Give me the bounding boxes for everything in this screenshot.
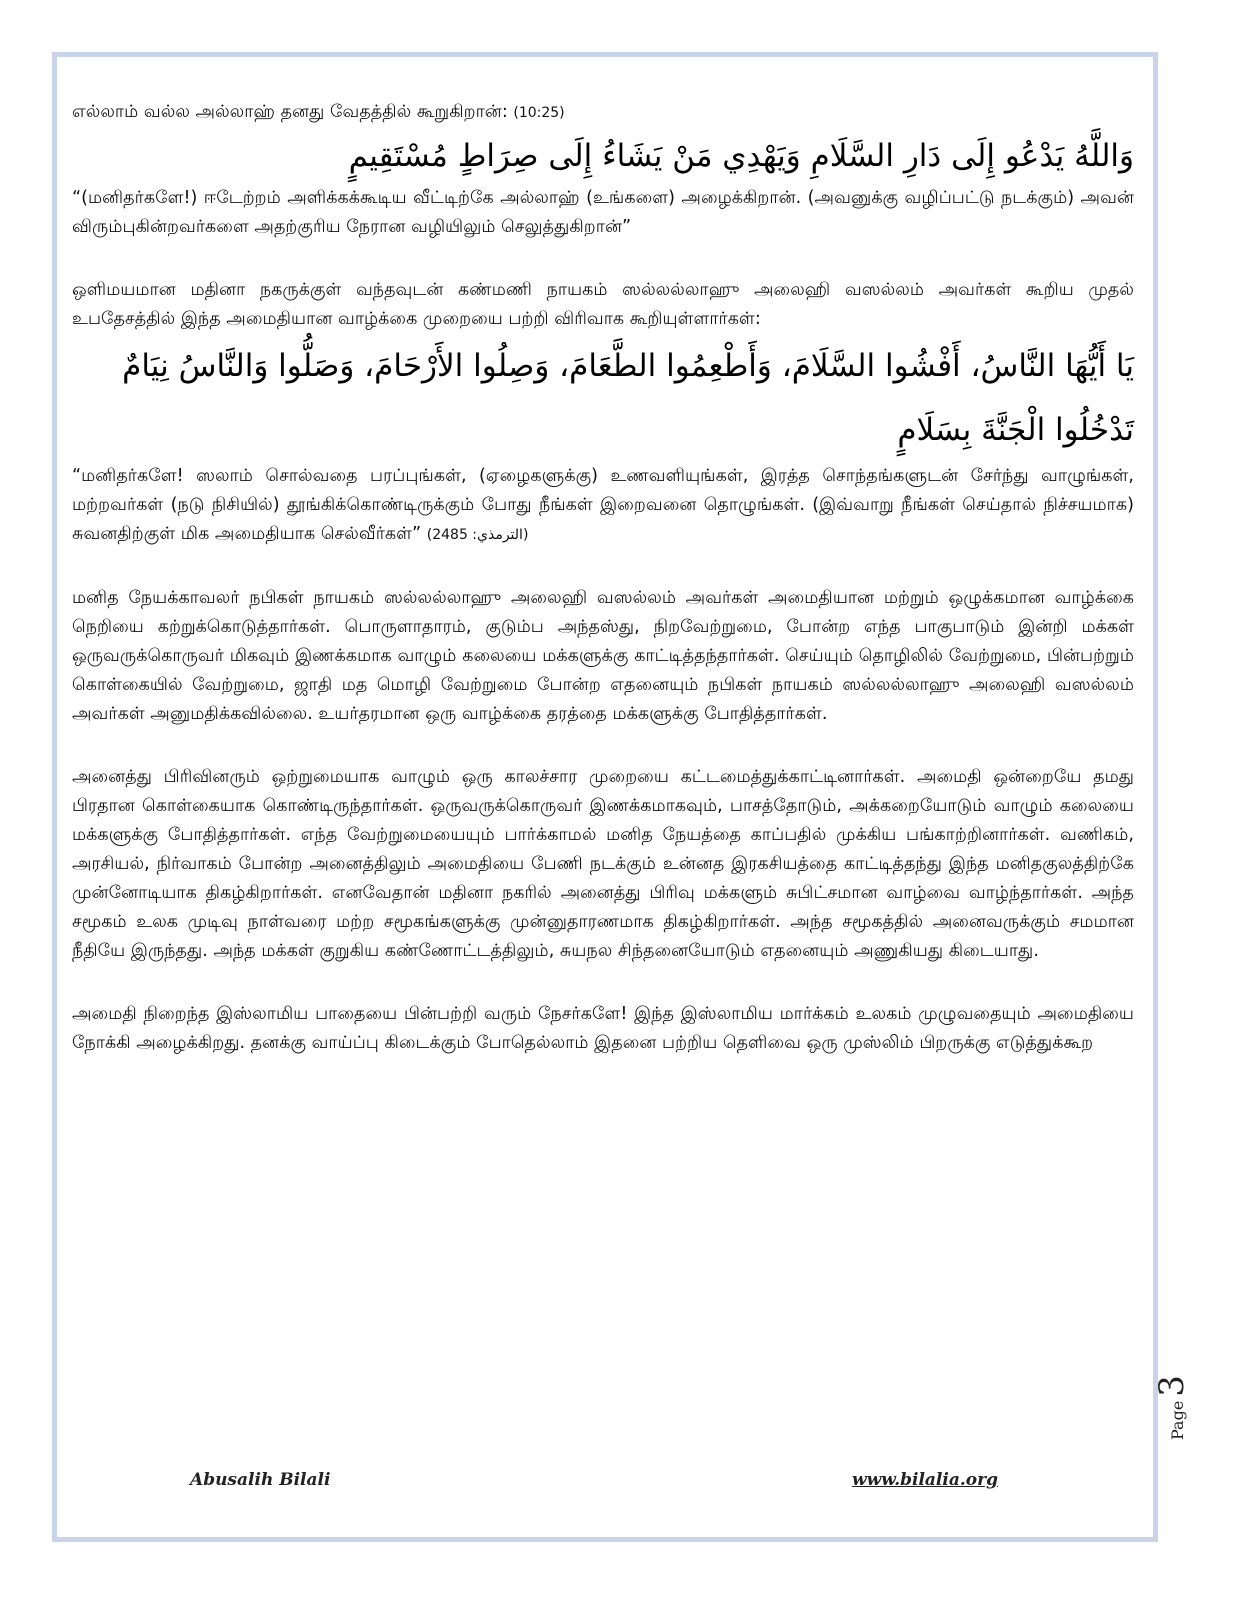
page-number-label <box>1152 1375 1237 1440</box>
hadith-reference: (الترمذي: 2485) <box>426 527 529 543</box>
hadith-arabic-line-1: يَا أَيُّهَا النَّاسُ، أَفْشُوا السَّلَامَ، وَأَطْعِمُوا الطَّعَامَ، وَصِلُوا الأَرْحَامَ، وَصَلُّوا وَالنَّاسُ نِيَامٌ <box>122 348 1134 384</box>
document-body <box>72 98 1134 1058</box>
quran-translation: “(மனிதர்களே!) ஈடேற்றம் அளிக்கக்கூடிய வீட்டிற்கே அல்லாஹ் (உங்களை) அழைக்கிறான். (அவனுக்கு வழிப்பட்டு நடக்கும்) அவன் விரும்புகின்றவர்களை அதற்குரிய நேரான வழியிலும் செலுத்துகிறான்” <box>72 188 1134 237</box>
hadith-translation-text: “மனிதர்களே! ஸலாம் சொல்வதை பரப்புங்கள், (ஏழைகளுக்கு) உணவளியுங்கள், இரத்த சொந்தங்களுடன் சேர்ந்து வாழுங்கள், மற்றவர்கள் (நடு நிசியில்) தூங்கிக்கொண்டிருக்கும் போது நீங்கள் இறைவனை தொழுங்கள். (இவ்வாறு நீங்கள் செய்தால் நிச்சயமாக) சுவனதிற்குள் மிக அமைதியாக செல்வீர்கள்” <box>72 466 1134 544</box>
paragraph-islamic-path: அமைதி நிறைந்த இஸ்லாமிய பாதையை பின்பற்றி வரும் நேசர்களே! இந்த இஸ்லாமிய மார்க்கம் உலகம் முழுவதையும் அமைதியை நோக்கி அழைக்கிறது. தனக்கு வாய்ப்பு கிடைக்கும் போதெல்லாம் இதனை பற்றிய தெளிவை ஒரு முஸ்லிம் பிறருக்கு எடுத்துக்கூற <box>72 1004 1134 1053</box>
page-word: Page <box>1168 1400 1187 1440</box>
hadith-intro-paragraph: ஒளிமயமான மதினா நகருக்குள் வந்தவுடன் கண்மணி நாயகம் ஸல்லல்லாஹு அலைஹி வஸல்லம் அவர்கள் கூறிய முதல் உபதேசத்தில் இந்த அமைதியான வாழ்க்கை முறையை பற்றி விரிவாக கூறியுள்ளார்கள்: <box>72 280 1134 329</box>
verse-reference: (10:25) <box>513 105 565 121</box>
page-number: 3 <box>1152 1375 1192 1397</box>
footer-author: Abusalih Bilali <box>190 1470 331 1490</box>
hadith-translation <box>72 462 1134 550</box>
footer-website-link[interactable]: www.bilalia.org <box>852 1470 998 1490</box>
paragraph-prophet-teaching: மனித நேயக்காவலர் நபிகள் நாயகம் ஸல்லல்லாஹு அலைஹி வஸல்லம் அவர்கள் அமைதியான மற்றும் ஒழுக்கமான வாழ்க்கை நெறியை கற்றுக்கொடுத்தார்கள். பொருளாதாரம், குடும்ப அந்தஸ்து, நிறவேற்றுமை, போன்ற எந்த பாகுபாடும் இன்றி மக்கள் ஒருவருக்கொருவர் மிகவும் இணக்கமாக வாழும் கலையை மக்களுக்கு காட்டித்தந்தார்கள். செய்யும் தொழிலில் வேற்றுமை, பின்பற்றும் கொள்கையில் வேற்றுமை, ஜாதி மத மொழி வேற்றுமை போன்ற எதனையும் நபிகள் நாயகம் ஸல்லல்லாஹு அலைஹி வஸல்லம் அவர்கள் அனுமதிக்கவில்லை. உயர்தரமான ஒரு வாழ்க்கை தரத்தை மக்களுக்கு போதித்தார்கள். <box>72 588 1134 724</box>
quran-verse-arabic: وَاللَّهُ يَدْعُو إِلَى دَارِ السَّلَامِ وَيَهْدِي مَنْ يَشَاءُ إِلَى صِرَاطٍ مُسْتَقِيمٍ <box>348 138 1134 174</box>
intro-line <box>72 98 1134 128</box>
paragraph-unity: அனைத்து பிரிவினரும் ஒற்றுமையாக வாழும் ஒரு காலச்சார முறையை கட்டமைத்துக்காட்டினார்கள். அமைதி ஒன்றையே தமது பிரதான கொள்கையாக கொண்டிருந்தார்கள். ஒருவருக்கொருவர் இணக்கமாகவும், பாசத்தோடும், அக்கறையோடும் வாழும் கலையை மக்களுக்கு போதித்தார்கள். எந்த வேற்றுமையையும் பார்க்காமல் மனித நேயத்தை காப்பதில் முக்கிய பங்காற்றினார்கள். வணிகம், அரசியல், நிர்வாகம் போன்ற அனைத்திலும் அமைதியை பேணி நடக்கும் உன்னத இரகசியத்தை காட்டித்தந்து இந்த மனிதகுலத்திற்கே முன்னோடியாக திகழ்கிறார்கள். எனவேதான் மதினா நகரில் அனைத்து பிரிவு மக்களும் சுபிட்சமான வாழ்வை வாழ்ந்தார்கள். அந்த சமூகம் உலக முடிவு நாள்வரை மற்ற சமூகங்களுக்கு முன்னுதாரணமாக திகழ்கிறார்கள். அந்த சமூகத்தில் அனைவருக்கும் சமமான நீதியே இருந்தது. அந்த மக்கள் குறுகிய கண்ணோட்டத்திலும், சுயநல சிந்தனையோடும் எதனையும் அணுகியது கிடையாது. <box>72 767 1134 961</box>
intro-text: எல்லாம் வல்ல அல்லாஹ் தனது வேதத்தில் கூறுகிறான்: <box>72 102 508 122</box>
hadith-arabic-line-2: تَدْخُلُوا الْجَنَّةَ بِسَلَامٍ <box>897 412 1134 448</box>
